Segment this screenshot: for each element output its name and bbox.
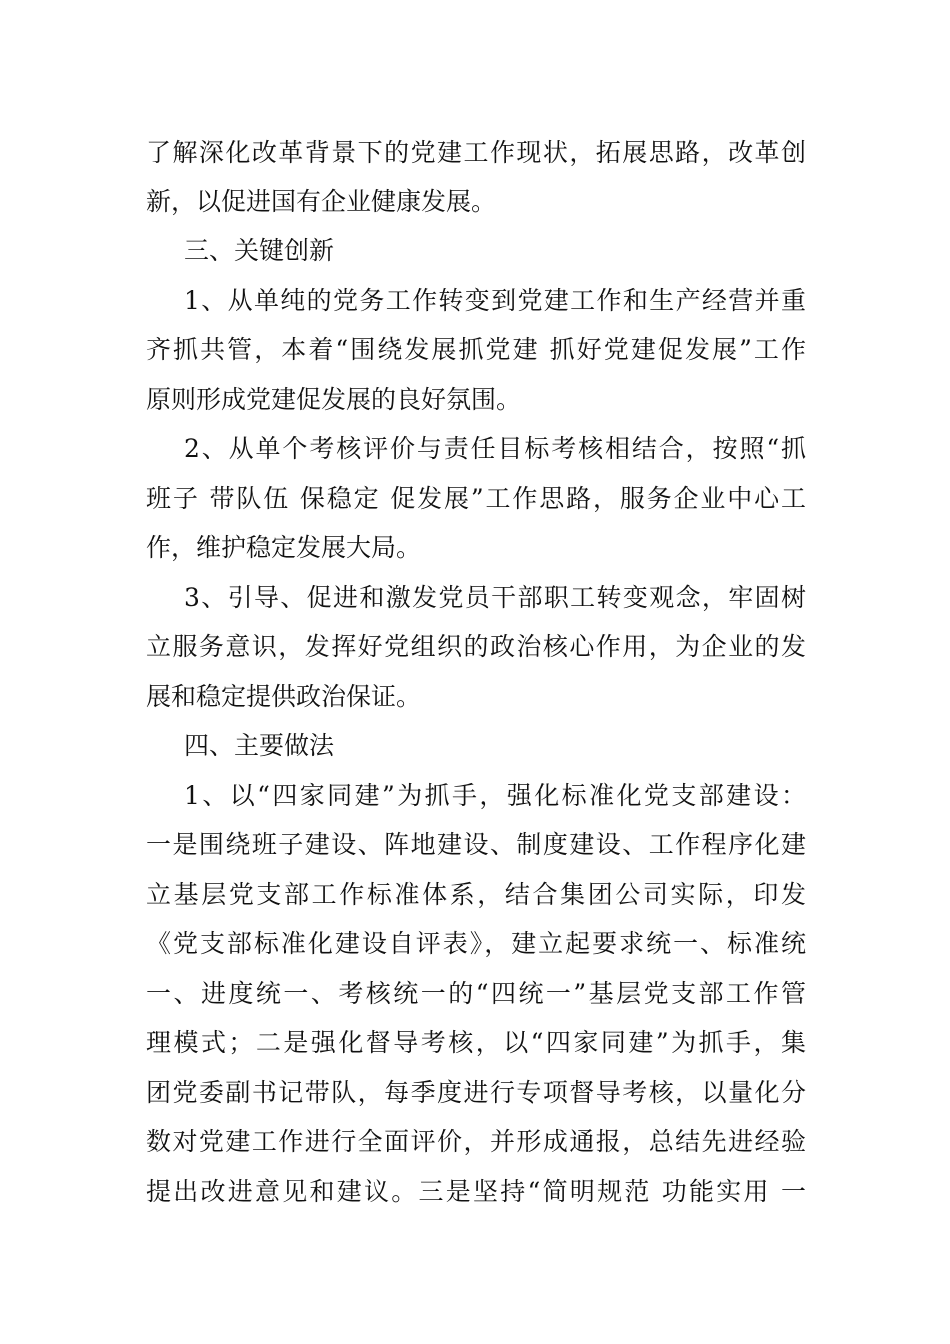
text-line: 数对党建工作进行全面评价，并形成通报，总结先进经验	[146, 1127, 806, 1156]
text-line: 立基层党支部工作标准体系，结合集团公司实际，印发	[146, 880, 806, 909]
text-line: 立服务意识，发挥好党组织的政治核心作用，为企业的发	[146, 632, 806, 661]
text-line: 展和稳定提供政治保证。	[146, 682, 422, 711]
text-line: 团党委副书记带队，每季度进行专项督导考核，以量化分	[146, 1078, 806, 1107]
text-line: 1、从单纯的党务工作转变到党建工作和生产经营并重	[184, 286, 806, 315]
text-line: 理模式；二是强化督导考核，以“四家同建”为抓手，集	[146, 1028, 806, 1057]
text-line: 2、从单个考核评价与责任目标考核相结合，按照“抓	[184, 434, 806, 463]
text-line: 3、引导、促进和激发党员干部职工转变观念，牢固树	[184, 583, 806, 612]
text-line: 了解深化改革背景下的党建工作现状，拓展思路，改革创	[146, 138, 806, 167]
text-line: 作，维护稳定发展大局。	[146, 533, 422, 562]
section-heading: 四、主要做法	[184, 731, 335, 760]
section-heading: 三、关键创新	[184, 236, 335, 265]
text-line: 原则形成党建促发展的良好氛围。	[146, 385, 522, 414]
text-line: 一是围绕班子建设、阵地建设、制度建设、工作程序化建	[146, 830, 806, 859]
text-line: 1、以“四家同建”为抓手，强化标准化党支部建设：	[184, 781, 806, 810]
text-line: 班子 带队伍 保稳定 促发展”工作思路，服务企业中心工	[146, 484, 806, 513]
text-line: 齐抓共管，本着“围绕发展抓党建 抓好党建促发展”工作	[146, 335, 806, 364]
text-line: 新，以促进国有企业健康发展。	[146, 187, 497, 216]
text-line: 提出改进意见和建议。三是坚持“简明规范 功能实用 一	[146, 1177, 806, 1206]
text-line: 一、进度统一、考核统一的“四统一”基层党支部工作管	[146, 979, 806, 1008]
text-line: 《党支部标准化建设自评表》，建立起要求统一、标准统	[146, 929, 806, 958]
